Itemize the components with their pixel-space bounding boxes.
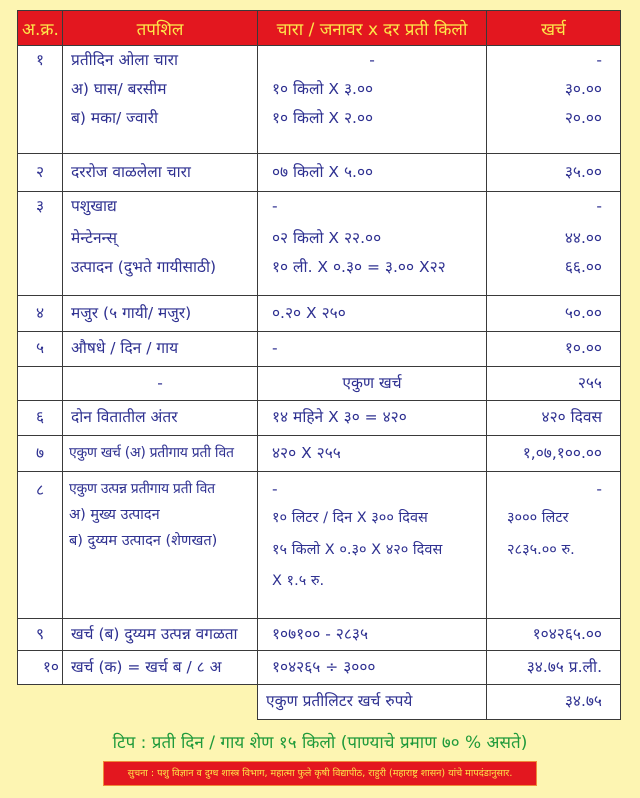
table-row — [18, 472, 621, 619]
row-details: प्रतीदिन ओला चारा अ) घास/ बरसीम ब) मका/ ज्वारी — [63, 46, 258, 154]
row-details: खर्च (ब) दुय्यम उत्पन्न वगळता — [63, 619, 258, 651]
row-cost: ४२० दिवस — [487, 401, 621, 436]
row-cost: - ४४.०० ६६.०० — [487, 192, 621, 296]
row-details: एकुण उत्पन्न प्रतीगाय प्रती वित अ) मुख्य उत्पादन ब) दुय्यम उत्पादन (शेणखत) — [63, 472, 258, 619]
source-notice-banner: सुचना : पशु विज्ञान व दुग्ध शास्त्र विभाग, महात्मा फुले कृषी विद्यापीठ, राहुरी (महाराष्ट्र शासन) यांचे मापदंडानुसार. — [104, 762, 536, 785]
table-row — [18, 401, 621, 436]
row-calc: ४२० X २५५ — [258, 436, 487, 472]
blank-cell — [63, 685, 258, 720]
row-calc: - — [258, 332, 487, 367]
row-calc: - ०२ किलो X २२.०० १० ली. X ०.३० = ३.०० X२२ — [258, 192, 487, 296]
table-row — [18, 651, 621, 685]
row-details: पशुखाद्य मेन्टेनन्स् उत्पादन (दुभते गायीसाठी) — [63, 192, 258, 296]
row-sr: ५ — [18, 332, 63, 367]
row-sr: १ — [18, 46, 63, 154]
row-cost: ५०.०० — [487, 296, 621, 332]
row-calc: - १० लिटर / दिन X ३०० दिवस १५ किलो X ०.३० X ४२० दिवस X १.५ रु. — [258, 472, 487, 619]
row-cost: १०४२६५.०० — [487, 619, 621, 651]
total-row — [18, 367, 621, 401]
row-details: मजुर (५ गायी/ मजुर) — [63, 296, 258, 332]
row-cost: - ३०.०० २०.०० — [487, 46, 621, 154]
tip-note: टिप : प्रती दिन / गाय शेण १५ किलो (पाण्याचे प्रमाण ७० % असते) — [112, 733, 528, 753]
row-cost: ३५.०० — [487, 154, 621, 192]
total-label: एकुण खर्च — [258, 367, 487, 401]
row-details: दररोज वाळलेला चारा — [63, 154, 258, 192]
row-cost: १०.०० — [487, 332, 621, 367]
row-calc: - १० किलो X ३.०० १० किलो X २.०० — [258, 46, 487, 154]
header-calc: चारा / जनावर x दर प्रती किलो — [258, 11, 487, 46]
header-sr: अ.क्र. — [18, 11, 63, 46]
row-sr: ४ — [18, 296, 63, 332]
row-calc: १०४२६५ ÷ ३००० — [258, 651, 487, 685]
table-row — [18, 296, 621, 332]
table-row — [18, 154, 621, 192]
row-sr: ८ — [18, 472, 63, 619]
row-details: - — [63, 367, 258, 401]
row-details: एकुण खर्च (अ) प्रतीगाय प्रती वित — [63, 436, 258, 472]
row-calc: १४ महिने X ३० = ४२० — [258, 401, 487, 436]
table-row — [18, 192, 621, 296]
row-details: खर्च (क) = खर्च ब / ८ अ — [63, 651, 258, 685]
total-value: २५५ — [487, 367, 621, 401]
row-cost: १,०७,१००.०० — [487, 436, 621, 472]
row-details: दोन वितातील अंतर — [63, 401, 258, 436]
row-sr: ६ — [18, 401, 63, 436]
row-sr: ३ — [18, 192, 63, 296]
row-cost: - ३००० लिटर २८३५.०० रु. — [487, 472, 621, 619]
row-cost: ३४.७५ प्र.ली. — [487, 651, 621, 685]
summary-row — [18, 685, 621, 720]
header-cost: खर्च — [487, 11, 621, 46]
table-row — [18, 332, 621, 367]
row-calc: ०.२० X २५० — [258, 296, 487, 332]
row-sr: २ — [18, 154, 63, 192]
row-sr — [18, 367, 63, 401]
table-header-row — [18, 11, 621, 46]
row-details: औषधे / दिन / गाय — [63, 332, 258, 367]
table-row — [18, 619, 621, 651]
row-sr: ७ — [18, 436, 63, 472]
row-sr: १० — [18, 651, 63, 685]
table-row — [18, 436, 621, 472]
row-calc: ०७ किलो X ५.०० — [258, 154, 487, 192]
cost-table — [17, 10, 621, 720]
header-details: तपशिल — [63, 11, 258, 46]
row-calc: १०७१०० - २८३५ — [258, 619, 487, 651]
summary-label: एकुण प्रतीलिटर खर्च रुपये — [258, 685, 487, 720]
summary-value: ३४.७५ — [487, 685, 621, 720]
table-row — [18, 46, 621, 154]
blank-cell — [18, 685, 63, 720]
row-sr: ९ — [18, 619, 63, 651]
